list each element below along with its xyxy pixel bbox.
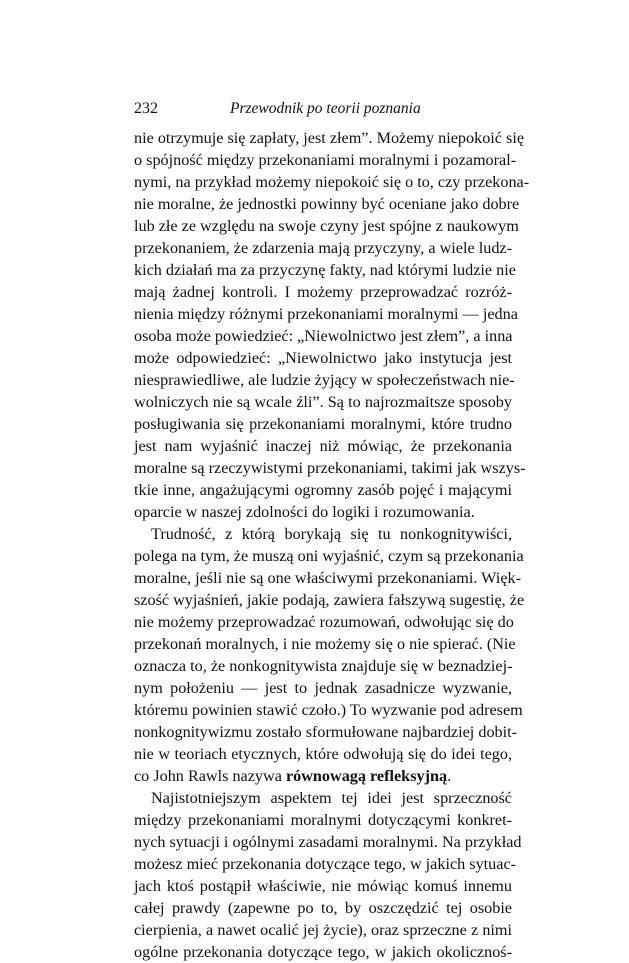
text-line: niesprawiedliwe, ale ludzie żyjący w społeczeństwach nie-: [134, 371, 515, 389]
text-line: [134, 765, 512, 787]
text-line: możesz mieć przekonania dotyczące tego, w jakich sytuac-: [134, 855, 517, 873]
text-line: nie moralne, że jednostki powinny być oceniane jako dobre: [134, 195, 520, 213]
running-title: Przewodnik po teorii poznania: [230, 100, 421, 117]
text-line: o spójność między przekonaniami moralnymi i pozamoral-: [134, 151, 517, 169]
text-line: nie otrzymuje się zapłaty, jest złem”. Możemy niepokoić się: [134, 129, 525, 147]
text-line: nie możemy przeprowadzać rozumowań, odwołując się do: [134, 613, 514, 631]
text-line: nonkognitywizmu zostało sformułowane najbardziej dobit-: [134, 723, 518, 741]
text-line: szość wyjaśnień, jakie podają, zawiera fałszywą sugestię, że: [134, 591, 525, 609]
text-line: osoba może powiedzieć: „Niewolnictwo jest złem”, a inna: [134, 327, 513, 345]
text-line: między przekonaniami moralnymi dotyczącymi konkret-: [134, 811, 512, 829]
text-line: cierpienia, a nawet ocalić jej życie), oraz sprzeczne z nimi: [134, 921, 512, 939]
text-line: posługiwania się przekonaniami moralnymi, które trudno: [134, 415, 512, 433]
text-line: może odpowiedzieć: „Niewolnictwo jako instytucja jest: [134, 349, 512, 367]
text-line: nych sytuacji i ogólnymi zasadami moralnymi. Na przykład: [134, 833, 522, 851]
text-line: polega na tym, że muszą oni wyjaśnić, czym są przekonania: [134, 547, 524, 565]
text-line: kich działań ma za przyczynę fakty, nad którymi ludzie nie: [134, 261, 516, 279]
text-line: przekonaniem, że zdarzenia mają przyczyny, a wiele ludz-: [134, 239, 512, 257]
running-header: [134, 100, 514, 124]
text-line: ogólne przekonania dotyczące tego, w jakich okolicznoś-: [134, 943, 512, 961]
text-line: nienia między różnymi przekonaniami moralnymi — jedna: [134, 305, 518, 323]
paragraph-first-line: Najistotniejszym aspektem tej idei jest sprzeczność: [151, 789, 512, 807]
text-line: tkie inne, angażującymi ogromny zasób pojęć i mającymi: [134, 481, 512, 499]
text-line: oznacza to, że nonkognitywista znajduje się w beznadziej-: [134, 657, 513, 675]
text-line: oparcie w naszej zdolności do logiki i rozumowania.: [134, 503, 475, 521]
text-line: przekonań moralnych, i nie możemy się o nie spierać. (Nie: [134, 635, 516, 653]
text-line: mają żadnej kontroli. I możemy przeprowadzać rozróż-: [134, 283, 512, 301]
text-line: moralne są rzeczywistymi przekonaniami, takimi jak wszys-: [134, 459, 526, 477]
text-line: któremu powinien stawić czoło.) To wyzwanie pod adresem: [134, 701, 523, 719]
paragraph-first-line: Trudność, z którą borykają się tu nonkognitywiści,: [151, 525, 512, 543]
text-line-start: co John Rawls nazywa: [134, 767, 286, 785]
text-line: nie w teoriach etycznych, które odwołują się do idei tego,: [134, 745, 512, 763]
text-line: jest nam wyjaśnić inaczej niż mówiąc, że przekonania: [134, 437, 512, 455]
text-line: całej prawdy (zapewne po to, by oszczędzić tej osobie: [134, 899, 512, 917]
text-line: jach ktoś postąpił właściwie, nie mówiąc komuś innemu: [134, 877, 512, 895]
text-line: lub złe ze względu na swoje czyny jest spójne z naukowym: [134, 217, 519, 235]
text-line: moralne, jeśli nie są one właściwymi przekonaniami. Więk-: [134, 569, 521, 587]
emphasized-term: równowagą refleksyjną: [285, 767, 448, 785]
text-line: nymi, na przykład możemy niepokoić się o to, czy przekona-: [134, 173, 530, 191]
sentence-end: .: [447, 767, 452, 785]
text-line: wolniczych nie są wcale źli”. Są to najrozmaitsze sposoby: [134, 393, 512, 411]
page-number: 232: [134, 100, 158, 117]
text-line: nym położeniu — jest to jednak zasadnicze wyzwanie,: [134, 679, 512, 697]
